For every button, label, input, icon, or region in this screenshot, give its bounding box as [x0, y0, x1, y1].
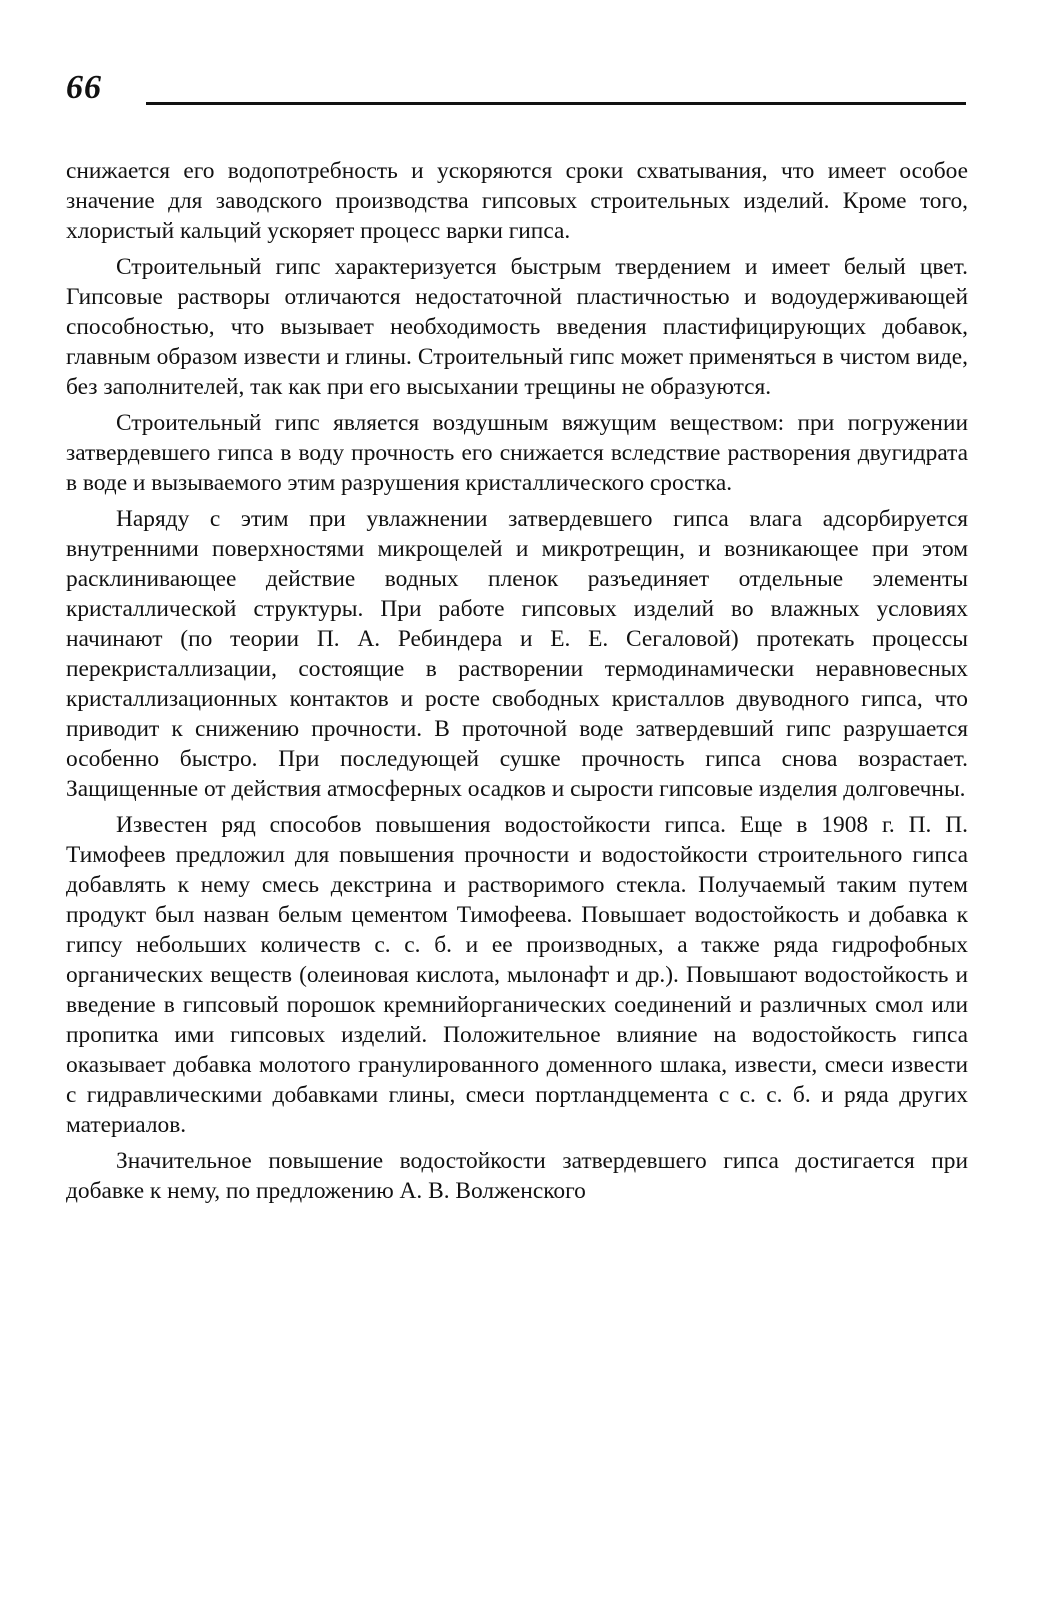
paragraph: Значительное повышение водостойкости затвердевшего гипса достигается при добавке к нему, по предложению А. В. Волженского: [66, 1148, 968, 1204]
paragraph: Наряду с этим при увлажнении затвердевшего гипса влага адсорбируется внутренними поверхностями микрощелей и микротрещин, и возникающее при этом расклинивающее действие водных пленок разъединяет отдельные элементы кристаллической структуры. При работе гипсовых изделий во влажных условиях начинают (по теории П. А. Ребиндера и Е. Е. Сегаловой) протекать процессы перекристаллизации, состоящие в растворении термодинамически неравновесных кристаллизационных контактов и росте свободных кристаллов двуводного гипса, что приводит к снижению прочности. В проточной воде затвердевший гипс разрушается особенно быстро. При последующей сушке прочность гипса снова возрастает. Защищенные от действия атмосферных осадков и сырости гипсовые изделия долговечны.: [66, 506, 968, 802]
page-number: 66: [66, 69, 102, 106]
body-text: [66, 156, 968, 1206]
paragraph: Известен ряд способов повышения водостойкости гипса. Еще в 1908 г. П. П. Тимофеев предложил для повышения прочности и водостойкости строительного гипса добавлять к нему смесь декстрина и растворимого стекла. Получаемый таким путем продукт был назван белым цементом Тимофеева. Повышает водостойкость и добавка к гипсу небольших количеств с. с. б. и ее производных, а также ряда гидрофобных органических веществ (олеиновая кислота, мылонафт и др.). Повышают водостойкость и введение в гипсовый порошок кремнийорганических соединений и различных смол или пропитка ими гипсовых изделий. Положительное влияние на водостойкость гипса оказывает добавка молотого гранулированного доменного шлака, извести, смеси извести с гидравлическими добавками глины, смеси портландцемента с с. с. б. и ряда других материалов.: [66, 812, 968, 1138]
paragraph: Строительный гипс является воздушным вяжущим веществом: при погружении затвердевшего гипса в воду прочность его снижается вследствие растворения двугидрата в воде и вызываемого этим разрушения кристаллического сростка.: [66, 410, 968, 496]
page-header: [66, 66, 966, 116]
paragraph-continuation: снижается его водопотребность и ускоряются сроки схватывания, что имеет особое значение для заводского производства гипсовых строительных изделий. Кроме того, хлористый кальций ускоряет процесс варки гипса.: [66, 158, 968, 244]
paragraph: Строительный гипс характеризуется быстрым твердением и имеет белый цвет. Гипсовые растворы отличаются недостаточной пластичностью и водоудерживающей способностью, что вызывает необходимость введения пластифицирующих добавок, главным образом извести и глины. Строительный гипс может применяться в чистом виде, без заполнителей, так как при его высыхании трещины не образуются.: [66, 254, 968, 400]
header-rule: [146, 102, 966, 105]
